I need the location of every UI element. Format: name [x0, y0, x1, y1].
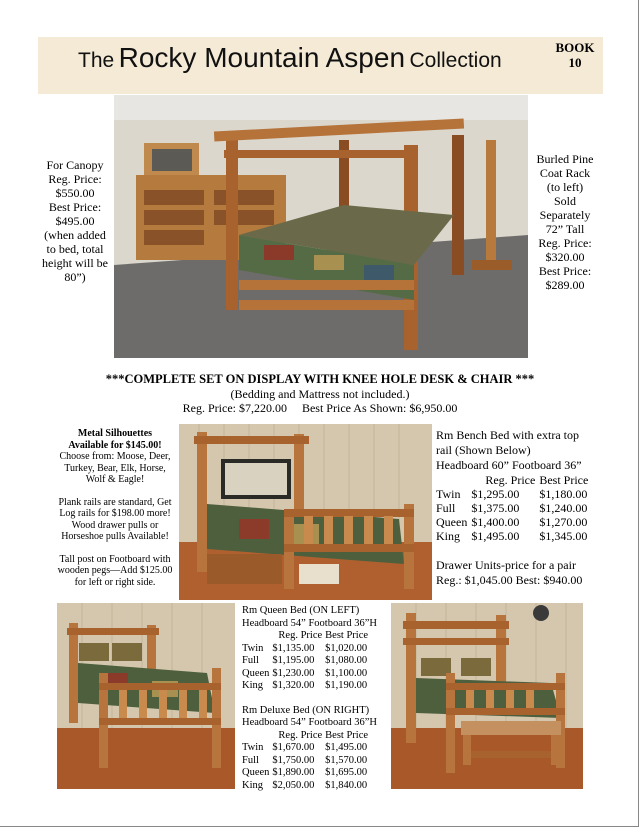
- reg-price-cell: $1,230.00: [272, 667, 315, 679]
- best-price-cell: $1,840.00: [325, 779, 368, 791]
- coat-rack-note-line: 72” Tall: [545, 222, 585, 236]
- column-header-reg: Reg. Price: [278, 729, 323, 741]
- deluxe-bed-dims: Headboard 54” Footboard 36”H: [242, 717, 378, 728]
- table-row: [242, 780, 371, 793]
- canopy-note-line: height will be: [42, 256, 108, 270]
- reg-price-cell: $1,750.00: [272, 754, 315, 766]
- coat-rack-note-line: Burled Pine: [536, 152, 594, 166]
- best-price-cell: $1,180.00: [539, 487, 588, 501]
- size-cell: Queen: [242, 767, 270, 778]
- column-header-best: Best Price: [325, 729, 369, 741]
- rails-line: Horseshoe pulls Available!: [61, 531, 169, 542]
- best-price-cell: $1,345.00: [539, 529, 588, 543]
- bench-bed-dims: Headboard 60” Footboard 36”: [436, 458, 582, 472]
- tall-post-line: for left or right side.: [74, 576, 156, 588]
- deluxe-bed-photo: [391, 603, 583, 789]
- coat-rack-note-line: Coat Rack: [539, 166, 591, 180]
- size-cell: Full: [242, 754, 259, 766]
- queen-bed-price-table: [242, 630, 371, 693]
- best-price-cell: $1,695.00: [325, 767, 368, 778]
- coat-rack-note-line: $289.00: [545, 278, 585, 292]
- table-header-row: [242, 630, 371, 643]
- coat-rack-note-line: (to left): [546, 180, 584, 194]
- canopy-note-line: $550.00: [55, 186, 95, 200]
- table-row: [436, 515, 592, 529]
- size-cell: Queen: [242, 667, 270, 679]
- canopy-note-line: Reg. Price:: [48, 172, 102, 186]
- column-header-best: Best Price: [325, 630, 369, 641]
- queen-bed-photo: [57, 603, 235, 789]
- table-row: [242, 668, 371, 681]
- size-cell: King: [242, 779, 263, 791]
- bench-bed-title: Rm Bench Bed with extra top: [436, 428, 579, 442]
- rails-line: Log rails for $198.00 more!: [59, 508, 171, 519]
- size-cell: Twin: [242, 642, 264, 654]
- book-number: 10: [568, 55, 582, 70]
- page-title: [78, 42, 502, 74]
- canopy-note-line: $495.00: [55, 214, 95, 228]
- bench-bed-info: [436, 428, 596, 588]
- best-price-cell: $1,495.00: [325, 742, 368, 753]
- table-row: [242, 767, 371, 780]
- coat-rack-price-note: [530, 152, 600, 292]
- rails-line: Wood drawer pulls or: [71, 519, 159, 531]
- column-header-reg: Reg. Price: [485, 473, 536, 487]
- size-cell: King: [242, 680, 263, 691]
- table-row: [242, 655, 371, 668]
- best-price-cell: $1,270.00: [539, 515, 588, 529]
- canopy-note-line: For Canopy: [46, 158, 104, 172]
- reg-price-cell: $1,195.00: [272, 655, 315, 666]
- title-prefix: The: [78, 49, 115, 72]
- silhouettes-line: Wolf & Eagle!: [85, 474, 145, 485]
- queen-bed-title: Rm Queen Bed (ON LEFT): [242, 605, 360, 616]
- table-row: [436, 487, 592, 501]
- size-cell: Full: [436, 501, 456, 515]
- canopy-price-note: [36, 158, 114, 284]
- title-main: Rocky Mountain Aspen: [118, 42, 406, 73]
- drawer-units-title: Drawer Units-price for a pair: [436, 558, 576, 572]
- best-price-cell: $1,570.00: [325, 754, 368, 766]
- column-header-best: Best Price: [539, 473, 589, 487]
- queen-bed-dims: Headboard 54” Footboard 36”H: [242, 617, 378, 629]
- table-row: [436, 501, 592, 515]
- canopy-bed-photo: [114, 95, 528, 358]
- coat-rack-note-line: Best Price:: [538, 264, 592, 278]
- reg-price-cell: $1,295.00: [471, 487, 520, 501]
- table-row: [242, 680, 371, 693]
- reg-price-cell: $1,400.00: [471, 515, 520, 529]
- reg-price-cell: $1,135.00: [272, 642, 315, 654]
- coat-rack-note-line: Separately: [539, 208, 591, 222]
- queen-deluxe-info: [242, 605, 392, 792]
- complete-set-prices: Reg. Price: $7,220.00 Best Price As Shown: $6,950.00: [182, 401, 458, 415]
- table-row: [242, 643, 371, 656]
- silhouettes-line: Turkey, Bear, Elk, Horse,: [64, 462, 166, 474]
- reg-price-cell: $1,495.00: [471, 529, 520, 543]
- reg-price-cell: $2,050.00: [272, 779, 315, 791]
- best-price-cell: $1,190.00: [325, 680, 368, 691]
- best-price-cell: $1,020.00: [325, 642, 368, 654]
- bench-bed-price-table: [436, 473, 592, 543]
- size-cell: Twin: [436, 487, 461, 501]
- table-header-row: [242, 730, 371, 743]
- complete-set-headline: ***COMPLETE SET ON DISPLAY WITH KNEE HOLE DESK & CHAIR ***: [105, 372, 535, 386]
- tall-post-line: wooden pegs—Add $125.00: [57, 565, 173, 576]
- canopy-note-line: (when added: [44, 228, 106, 242]
- drawer-units-prices: Reg.: $1,045.00 Best: $940.00: [436, 573, 583, 587]
- size-cell: Full: [242, 655, 259, 666]
- table-row: [242, 742, 371, 755]
- reg-price-cell: $1,375.00: [471, 501, 520, 515]
- silhouettes-price: Available for $145.00!: [68, 439, 162, 451]
- table-header-row: [436, 473, 592, 487]
- best-price-cell: $1,100.00: [325, 667, 368, 679]
- coat-rack-note-line: $320.00: [545, 250, 585, 264]
- book-label: BOOK: [555, 40, 595, 55]
- bench-bed-photo: [179, 424, 432, 600]
- coat-rack-note-line: Sold: [553, 194, 576, 208]
- deluxe-bed-price-table: [242, 730, 371, 793]
- silhouettes-line: Choose from: Moose, Deer,: [59, 451, 171, 462]
- reg-price-cell: $1,890.00: [272, 767, 315, 778]
- bench-bed-title: rail (Shown Below): [436, 443, 531, 457]
- best-price-cell: $1,080.00: [325, 655, 368, 666]
- size-cell: Twin: [242, 742, 264, 753]
- rails-line: Plank rails are standard, Get: [58, 496, 172, 508]
- tall-post-line: Tall post on Footboard with: [59, 553, 171, 565]
- complete-set-subline: (Bedding and Mattress not included.): [230, 387, 410, 401]
- canopy-note-line: to bed, total: [46, 242, 104, 256]
- book-number-label: [550, 40, 600, 70]
- title-suffix: Collection: [409, 49, 502, 72]
- silhouettes-heading: Metal Silhouettes: [77, 428, 153, 439]
- table-row: [242, 755, 371, 768]
- reg-price-cell: $1,670.00: [272, 742, 315, 753]
- column-header-reg: Reg. Price: [278, 630, 323, 641]
- complete-set-block: [40, 372, 600, 415]
- size-cell: King: [436, 529, 460, 543]
- silhouettes-note: [56, 428, 174, 588]
- size-cell: Queen: [436, 515, 468, 529]
- best-price-cell: $1,240.00: [539, 501, 588, 515]
- table-row: [436, 529, 592, 543]
- deluxe-bed-title: Rm Deluxe Bed (ON RIGHT): [242, 704, 370, 716]
- reg-price-cell: $1,320.00: [272, 680, 315, 691]
- canopy-note-line: 80”): [64, 270, 86, 284]
- canopy-note-line: Best Price:: [48, 200, 102, 214]
- coat-rack-note-line: Reg. Price:: [538, 236, 592, 250]
